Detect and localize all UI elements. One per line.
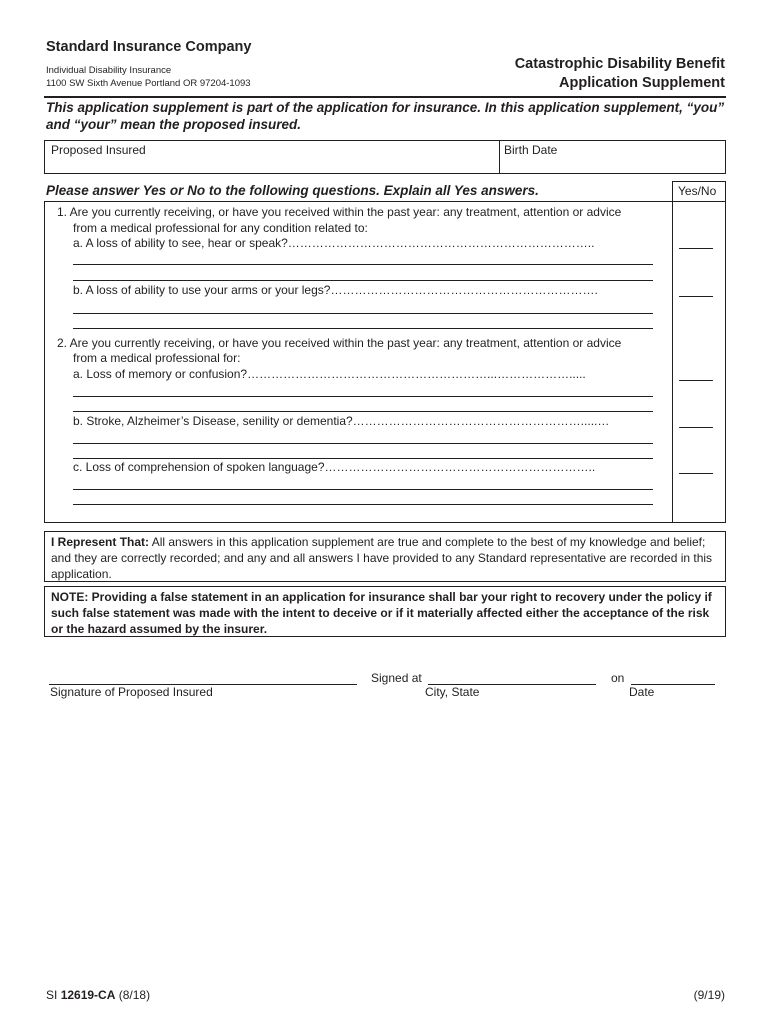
question-2a-explain-line-1[interactable]	[73, 396, 653, 397]
question-1a-explain-line-2[interactable]	[73, 280, 653, 281]
birth-date-field[interactable]	[504, 158, 718, 172]
proposed-insured-label: Proposed Insured	[51, 143, 146, 157]
form-code: 12619-CA	[60, 988, 116, 1002]
question-2c-answer[interactable]	[679, 473, 713, 474]
question-1b-explain-line-1[interactable]	[73, 313, 653, 314]
form-number	[46, 988, 150, 1002]
yesno-column	[672, 181, 726, 523]
insured-box-divider	[499, 141, 500, 173]
representation-text: All answers in this application supplement are true and complete to the best of my knowledge and belief; and they are correctly recorded; and any and all answers I have provided to any Standard representative are recorded in this application.	[51, 535, 713, 581]
question-2c: c. Loss of comprehension of spoken language?…………………………………………………………..	[73, 460, 596, 474]
question-2-line1: 2. Are you currently receiving, or have you received within the past year: any treatment, attention or advice	[57, 336, 622, 350]
date-label: Date	[629, 685, 655, 699]
company-name: Standard Insurance Company	[46, 39, 252, 55]
address-line: 1100 SW Sixth Avenue Portland OR 97204-1093	[46, 78, 251, 89]
intro-statement: This application supplement is part of the application for insurance. In this application supplement, “you” and “your” mean the proposed insured.	[46, 100, 725, 132]
form-prefix: SI	[46, 988, 58, 1002]
question-2b-explain-line-1[interactable]	[73, 443, 653, 444]
form-title-line1: Catastrophic Disability Benefit	[514, 56, 725, 72]
question-2b-answer[interactable]	[679, 427, 713, 428]
representation-statement	[44, 531, 726, 582]
question-2b: b. Stroke, Alzheimer’s Disease, senility or dementia?………………………………………………….....…	[73, 414, 610, 428]
form-title-line2: Application Supplement	[559, 75, 725, 91]
yesno-label: Yes/No	[678, 184, 717, 198]
question-1-line2: from a medical professional for any condition related to:	[73, 221, 368, 235]
question-1b-answer[interactable]	[679, 296, 713, 297]
fraud-note: NOTE: Providing a false statement in an application for insurance shall bar your right to recovery under the policy if such false statement was made with the intent to deceive or if it materially affected either the acceptance of the risk or the hazard assumed by the insurer.	[44, 586, 726, 637]
question-1a-explain-line-1[interactable]	[73, 264, 653, 265]
question-2a-explain-line-2[interactable]	[73, 411, 653, 412]
form-title	[515, 55, 725, 93]
question-2a-answer[interactable]	[679, 380, 713, 381]
question-1b: b. A loss of ability to use your arms or your legs?………………………………………………………….	[73, 283, 598, 297]
question-1a: a. A loss of ability to see, hear or speak?…………………………………………………………………..	[73, 236, 595, 250]
representation-heading: I Represent That:	[51, 535, 150, 549]
signed-at-label: Signed at	[371, 671, 422, 685]
header-rule	[44, 96, 726, 98]
question-1-line1: 1. Are you currently receiving, or have you received within the past year: any treatment, attention or advice	[57, 205, 622, 219]
question-2-line2: from a medical professional for:	[73, 351, 241, 365]
on-label: on	[611, 671, 625, 685]
question-2c-explain-line-2[interactable]	[73, 504, 653, 505]
question-2a: a. Loss of memory or confusion?……………………………………………………...……………….....	[73, 367, 586, 381]
question-2b-explain-line-2[interactable]	[73, 458, 653, 459]
question-1b-explain-line-2[interactable]	[73, 328, 653, 329]
question-1a-answer[interactable]	[679, 248, 713, 249]
proposed-insured-field[interactable]	[51, 158, 491, 172]
form-edition-date: (8/18)	[118, 988, 151, 1002]
birth-date-label: Birth Date	[504, 143, 558, 157]
insured-info-box	[44, 140, 726, 174]
signature-label: Signature of Proposed Insured	[50, 685, 213, 699]
city-state-label: City, State	[425, 685, 480, 699]
department-line: Individual Disability Insurance	[46, 65, 172, 76]
question-2c-explain-line-1[interactable]	[73, 489, 653, 490]
revision-date: (9/19)	[693, 988, 725, 1002]
questions-heading: Please answer Yes or No to the following questions. Explain all Yes answers.	[46, 183, 539, 198]
